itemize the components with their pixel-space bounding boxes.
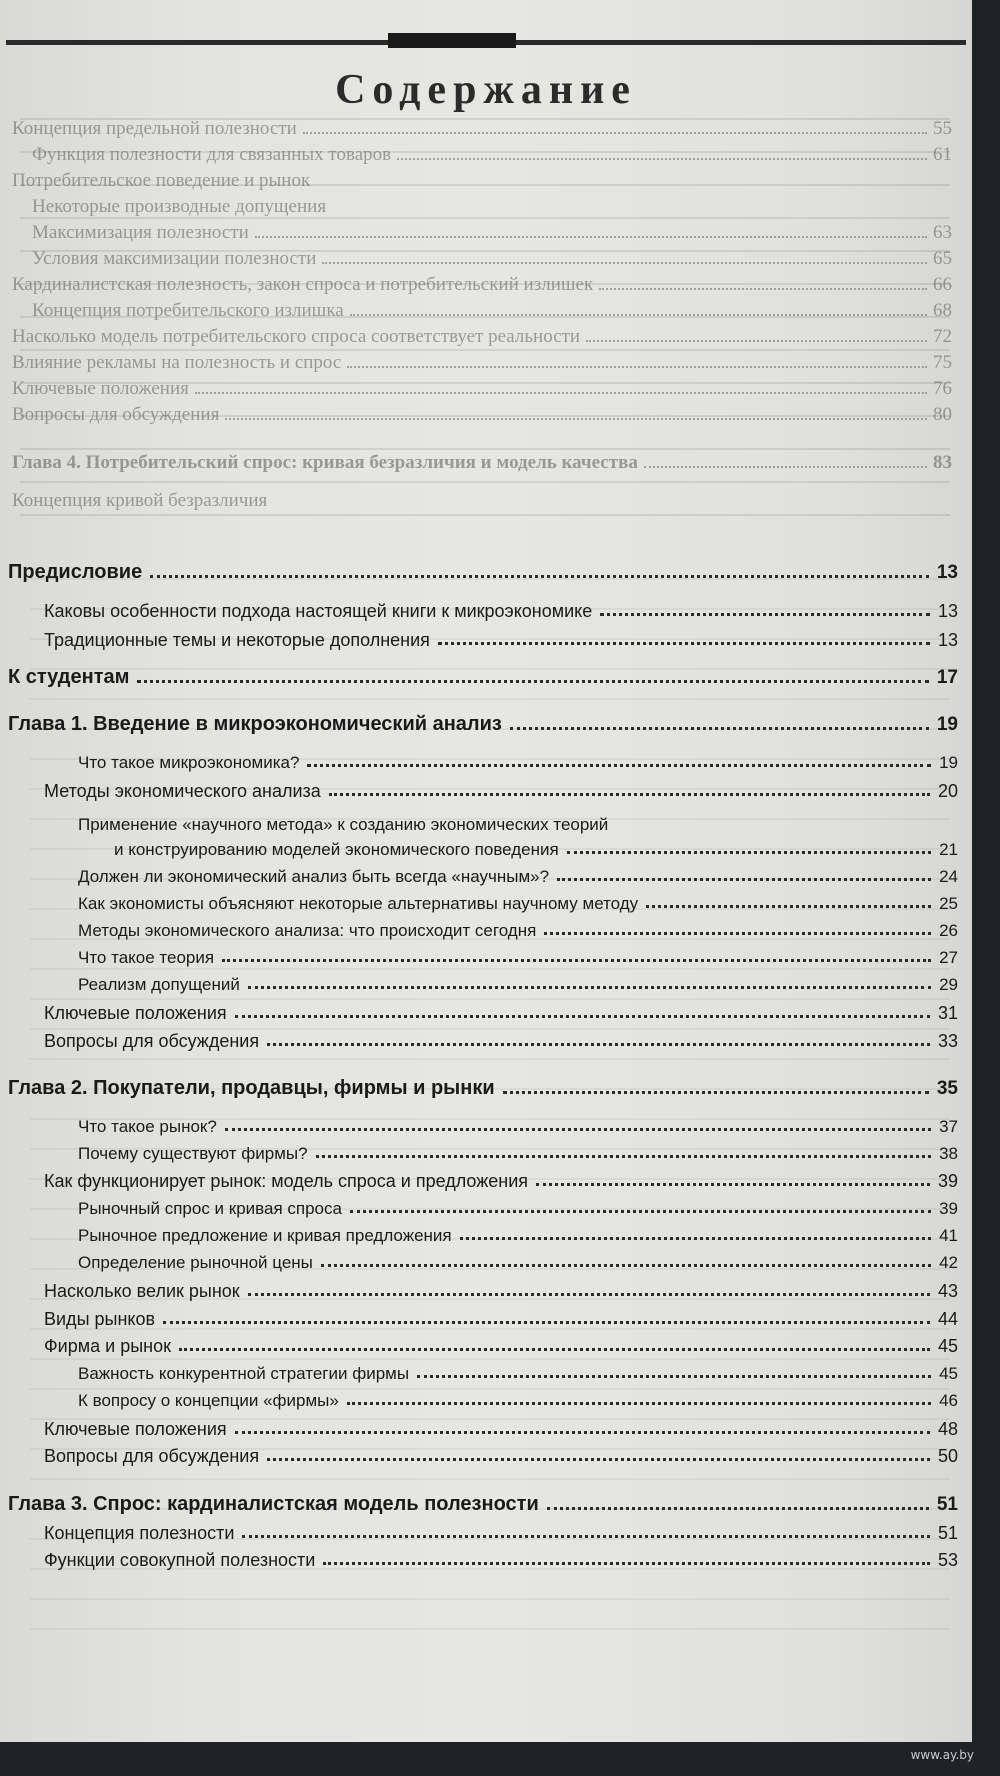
faded-line xyxy=(12,194,952,218)
faded-page-number: 61 xyxy=(933,144,952,165)
toc-entry xyxy=(8,1000,958,1024)
faded-line-text: Глава 4. Потребительский спрос: кривая безразличия и модель качества xyxy=(12,452,638,473)
toc-page-number: 35 xyxy=(936,1078,958,1099)
toc-entry xyxy=(8,1028,958,1052)
leader-dots xyxy=(557,878,931,881)
toc-page-number: 51 xyxy=(936,1494,958,1515)
leader-dots xyxy=(222,959,931,962)
toc-entry xyxy=(8,917,958,941)
faded-line-text: Концепция предельной полезности xyxy=(12,118,297,139)
toc-entry xyxy=(8,863,958,887)
toc-entry xyxy=(8,1333,958,1357)
toc-entry xyxy=(8,749,958,773)
faded-line xyxy=(12,350,952,374)
toc-entry-title: Рыночный спрос и кривая спроса xyxy=(78,1199,342,1218)
toc-entry xyxy=(8,1113,958,1137)
page-title: Содержание xyxy=(335,67,637,113)
leader-dots xyxy=(646,905,931,908)
toc-page-number: 19 xyxy=(936,714,958,735)
faded-line-text: Влияние рекламы на полезность и спрос xyxy=(12,352,342,373)
toc-entry-title: Определение рыночной цены xyxy=(78,1253,313,1272)
toc-entry-title: Важность конкурентной стратегии фирмы xyxy=(78,1364,410,1383)
leader-dots xyxy=(329,793,930,796)
leader-dots xyxy=(350,1210,931,1213)
leader-dots xyxy=(600,613,930,616)
toc-page-number: 27 xyxy=(939,948,958,967)
toc-page-number: 26 xyxy=(939,921,958,940)
leader-dots xyxy=(235,1015,930,1018)
faded-line xyxy=(12,272,952,296)
toc-page-number: 13 xyxy=(937,601,958,621)
leader-dots xyxy=(179,1348,930,1351)
toc-entry-title: Методы экономического анализа: что происходит сегодня xyxy=(78,921,537,940)
faded-page-number: 66 xyxy=(933,274,952,295)
faded-line xyxy=(12,246,952,270)
toc-page-number: 37 xyxy=(939,1117,958,1136)
faded-page-number: 72 xyxy=(933,326,952,347)
toc-entry-title: Глава 1. Введение в микроэкономический анализ xyxy=(8,713,502,735)
leader-dots xyxy=(321,1264,931,1267)
toc-page-number: 50 xyxy=(937,1446,958,1466)
toc-page-number: 46 xyxy=(939,1391,958,1410)
faded-line xyxy=(12,142,952,166)
faded-leader-dots xyxy=(195,392,927,394)
toc-entry-title: Предисловие xyxy=(8,561,143,583)
leader-dots xyxy=(544,932,931,935)
faded-page-number: 68 xyxy=(933,300,952,321)
leader-dots xyxy=(307,764,931,767)
toc-page-number: 39 xyxy=(937,1171,958,1191)
toc-page-number: 39 xyxy=(939,1199,958,1218)
background-shadow xyxy=(0,1742,1000,1776)
faded-page-number: 80 xyxy=(933,404,952,425)
leader-dots xyxy=(438,642,930,645)
toc-page-number: 41 xyxy=(939,1226,958,1245)
toc-page-number: 45 xyxy=(939,1364,958,1383)
leader-dots xyxy=(567,851,931,854)
faded-leader-dots xyxy=(397,158,927,160)
faded-line-text: Максимизация полезности xyxy=(32,222,249,243)
faded-page-number: 63 xyxy=(933,222,952,243)
toc-entry-title: Концепция полезности xyxy=(44,1523,235,1543)
faded-line xyxy=(12,488,952,512)
faded-leader-dots xyxy=(644,466,927,468)
faded-page-number: 75 xyxy=(933,352,952,373)
toc-entry xyxy=(8,1249,958,1273)
toc-entry-title: Почему существуют фирмы? xyxy=(78,1144,308,1163)
toc-chapter-entry xyxy=(8,1492,958,1516)
leader-dots xyxy=(503,1091,929,1094)
leader-dots xyxy=(235,1431,930,1434)
leader-dots xyxy=(316,1155,931,1158)
faded-line xyxy=(12,116,952,140)
faded-page-number: 55 xyxy=(933,118,952,139)
toc-entry xyxy=(8,1195,958,1219)
faded-overprint-text xyxy=(12,116,952,516)
faded-line-text: Некоторые производные допущения xyxy=(32,196,327,217)
leader-dots xyxy=(150,575,929,578)
toc-page-number: 17 xyxy=(936,667,958,688)
toc-chapter-entry xyxy=(8,1076,958,1100)
toc-entry-title: Реализм допущений xyxy=(78,975,240,994)
toc-entry-title: Как функционирует рынок: модель спроса и предложения xyxy=(44,1171,529,1191)
toc-entry xyxy=(8,836,958,860)
toc-page-number: 13 xyxy=(936,562,958,583)
toc-entry-title: Вопросы для обсуждения xyxy=(44,1446,260,1466)
toc-page-number: 48 xyxy=(937,1419,958,1439)
toc-page-number: 42 xyxy=(939,1253,958,1272)
leader-dots xyxy=(460,1237,931,1240)
toc-entry xyxy=(8,1387,958,1411)
toc-entry xyxy=(8,944,958,968)
toc-entry-title: К студентам xyxy=(8,666,130,688)
toc-entry xyxy=(8,627,958,651)
leader-dots xyxy=(267,1043,930,1046)
toc-chapter-entry xyxy=(8,712,958,736)
toc-entry-title: Должен ли экономический анализ быть всегда «научным»? xyxy=(78,867,550,886)
toc-entry xyxy=(8,971,958,995)
toc-page-number: 51 xyxy=(937,1523,958,1543)
leader-dots xyxy=(242,1535,930,1538)
toc-entry xyxy=(8,778,958,802)
faded-line-text: Насколько модель потребительского спроса соответствует реальности xyxy=(12,326,581,347)
toc-entry-title: Каковы особенности подхода настоящей книги к микроэкономике xyxy=(44,601,593,621)
table-of-contents xyxy=(8,560,958,1680)
toc-entry-title: Как экономисты объясняют некоторые альтернативы научному методу xyxy=(78,894,639,913)
toc-page-number: 33 xyxy=(937,1031,958,1051)
toc-page-number: 21 xyxy=(939,840,958,859)
faded-line xyxy=(12,220,952,244)
header-rule-block xyxy=(388,33,516,48)
faded-line xyxy=(12,402,952,426)
toc-page-number: 13 xyxy=(937,630,958,650)
faded-line xyxy=(12,298,952,322)
faded-page-number: 65 xyxy=(933,248,952,269)
toc-entry-title: Вопросы для обсуждения xyxy=(44,1031,260,1051)
toc-entry-title: Что такое рынок? xyxy=(78,1117,217,1136)
toc-entry xyxy=(8,598,958,622)
faded-leader-dots xyxy=(599,288,927,290)
faded-line xyxy=(12,168,952,192)
toc-entry-title: Ключевые положения xyxy=(44,1003,227,1023)
toc-entry xyxy=(8,1306,958,1330)
faded-leader-dots xyxy=(586,340,927,342)
toc-entry-title: Что такое теория xyxy=(78,948,215,967)
toc-page-number: 31 xyxy=(937,1003,958,1023)
toc-entry-title: Фирма и рынок xyxy=(44,1336,171,1356)
faded-leader-dots xyxy=(225,418,927,420)
toc-entry-title: Ключевые положения xyxy=(44,1419,227,1439)
faded-leader-dots xyxy=(347,366,927,368)
faded-leader-dots xyxy=(322,262,927,264)
faded-line-text: Вопросы для обсуждения xyxy=(12,404,220,425)
toc-entry-title: К вопросу о концепции «фирмы» xyxy=(78,1391,339,1410)
toc-entry xyxy=(8,1360,958,1384)
faded-line-text: Функция полезности для связанных товаров xyxy=(32,144,392,165)
toc-page-number: 53 xyxy=(937,1550,958,1570)
toc-page-number: 29 xyxy=(939,975,958,994)
faded-line xyxy=(12,450,952,474)
toc-entry-title: Виды рынков xyxy=(44,1309,156,1329)
toc-entry-title: Что такое микроэкономика? xyxy=(78,753,300,772)
faded-page-number: 76 xyxy=(933,378,952,399)
faded-line-text: Кардиналистская полезность, закон спроса и потребительский излишек xyxy=(12,274,594,295)
toc-entry-title: Рыночное предложение и кривая предложения xyxy=(78,1226,452,1245)
leader-dots xyxy=(347,1402,931,1405)
toc-page-number: 43 xyxy=(937,1281,958,1301)
toc-page-number: 24 xyxy=(939,867,958,886)
toc-entry-title: Глава 2. Покупатели, продавцы, фирмы и рынки xyxy=(8,1077,495,1099)
toc-entry-title: и конструированию моделей экономического поведения xyxy=(114,840,559,859)
faded-line-text: Условия максимизации полезности xyxy=(32,248,317,269)
faded-page-number: 83 xyxy=(933,452,952,473)
toc-entry xyxy=(8,1278,958,1302)
toc-entry xyxy=(8,890,958,914)
faded-leader-dots xyxy=(303,132,927,134)
toc-entry xyxy=(8,1416,958,1440)
leader-dots xyxy=(267,1458,930,1461)
toc-entry xyxy=(8,811,958,835)
toc-page-number: 45 xyxy=(937,1336,958,1356)
watermark: www.ay.by xyxy=(910,1748,974,1762)
faded-leader-dots xyxy=(350,314,927,316)
faded-line-text: Концепция потребительского излишка xyxy=(32,300,344,321)
leader-dots xyxy=(248,986,931,989)
leader-dots xyxy=(510,727,929,730)
leader-dots xyxy=(248,1293,930,1296)
faded-line-text: Потребительское поведение и рынок xyxy=(12,170,311,191)
toc-page-number: 20 xyxy=(937,781,958,801)
leader-dots xyxy=(163,1321,930,1324)
faded-line-text: Концепция кривой безразличия xyxy=(12,490,268,511)
toc-entry-title: Методы экономического анализа xyxy=(44,781,321,801)
toc-entry xyxy=(8,1520,958,1544)
toc-entry-title: Насколько велик рынок xyxy=(44,1281,240,1301)
toc-page-number: 38 xyxy=(939,1144,958,1163)
faded-line-text: Ключевые положения xyxy=(12,378,189,399)
faded-line xyxy=(12,324,952,348)
toc-chapter-entry xyxy=(8,665,958,689)
toc-entry xyxy=(8,1140,958,1164)
faded-leader-dots xyxy=(255,236,927,238)
toc-chapter-entry xyxy=(8,560,958,584)
toc-entry-title: Применение «научного метода» к созданию экономических теорий xyxy=(78,815,609,834)
toc-entry-title: Глава 3. Спрос: кардиналистская модель полезности xyxy=(8,1493,539,1515)
toc-entry xyxy=(8,1222,958,1246)
leader-dots xyxy=(417,1375,931,1378)
toc-entry-title: Традиционные темы и некоторые дополнения xyxy=(44,630,430,650)
toc-entry xyxy=(8,1547,958,1571)
toc-entry-title: Функции совокупной полезности xyxy=(44,1550,316,1570)
toc-page-number: 19 xyxy=(939,753,958,772)
leader-dots xyxy=(225,1128,931,1131)
leader-dots xyxy=(323,1562,930,1565)
faded-line xyxy=(12,376,952,400)
toc-entry xyxy=(8,1168,958,1192)
leader-dots xyxy=(137,680,928,683)
toc-page-number: 44 xyxy=(937,1309,958,1329)
leader-dots xyxy=(536,1183,930,1186)
toc-entry xyxy=(8,1443,958,1467)
toc-page-number: 25 xyxy=(939,894,958,913)
leader-dots xyxy=(547,1507,929,1510)
